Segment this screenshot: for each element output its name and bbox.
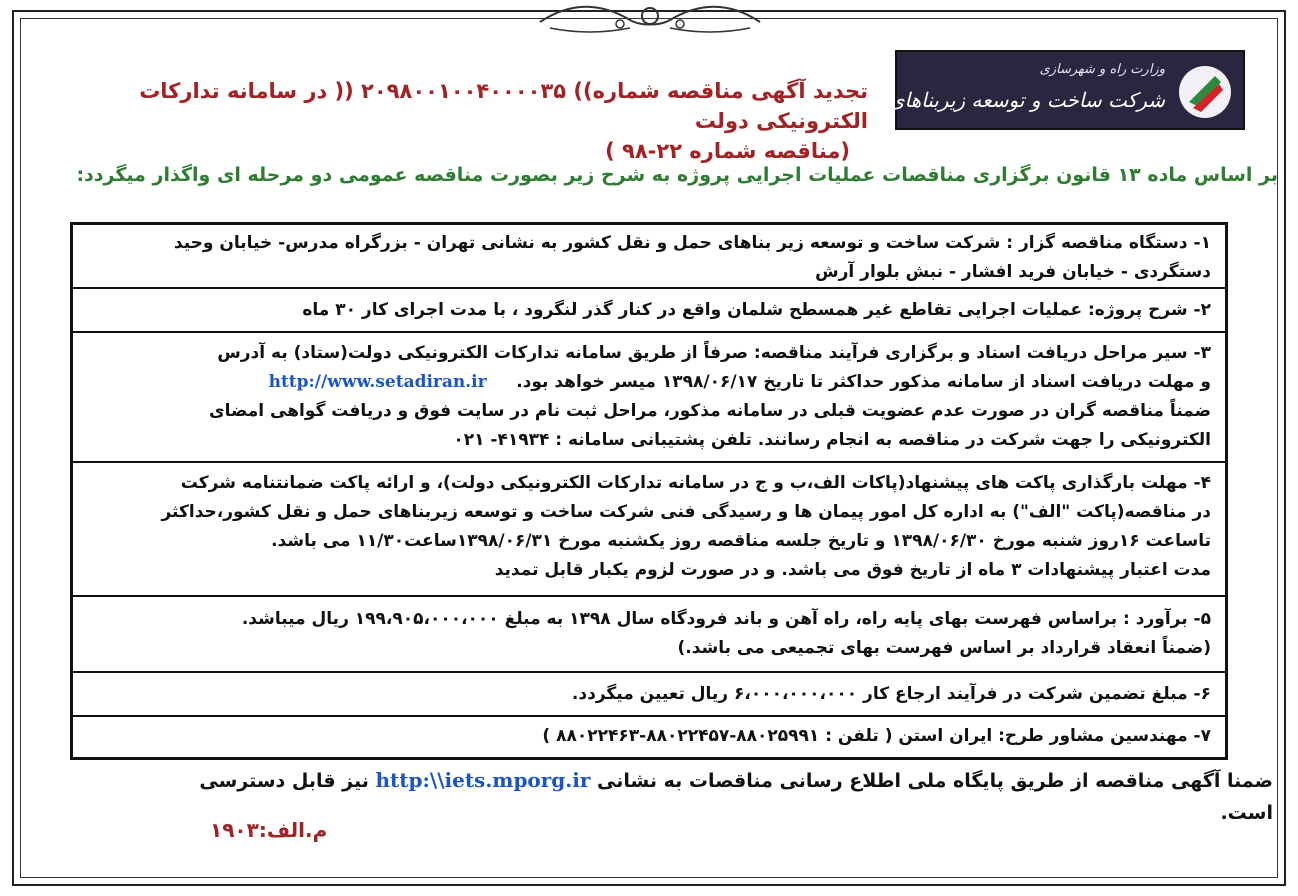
footer-text-before: ضمنا آگهی مناقصه از طریق پایگاه ملی اطلاع رسانی مناقصات به نشانی: [597, 770, 1273, 792]
intro-text: بر اساس ماده ۱۳ قانون برگزاری مناقصات عملیات اجرایی پروژه به شرح زیر بصورت مناقصه عمومی دو مرحله ای واگذار میگردد:: [76, 164, 1278, 186]
company-logo-icon: [1175, 62, 1235, 122]
footer-text-after: نیز قابل دسترسی: [199, 770, 369, 792]
item-3-line-2: [83, 368, 1211, 397]
ad-code: م.الف:۱۹۰۳: [210, 818, 328, 842]
item-1: [73, 225, 1225, 289]
item-3-line-3: ضمناً مناقصه گران در صورت عدم عضویت قبلی در سامانه مذکور، مراحل ثبت نام در سایت فوق و دریافت گواهی امضای: [209, 401, 1211, 421]
item-1-line-1: ۱- دستگاه مناقصه گزار : شرکت ساخت و توسعه زیر بناهای حمل و نقل کشور به نشانی تهران - بزرگراه مدرس- خیابان وحید: [173, 233, 1211, 253]
page-title: [68, 76, 868, 166]
item-3: [73, 333, 1225, 463]
footer-line-2: است.: [1220, 802, 1273, 824]
ministry-name: وزارت راه و شهرسازی: [1039, 62, 1165, 77]
item-4-line-4: مدت اعتبار پیشنهادات ۳ ماه از تاریخ فوق می باشد. و در صورت لزوم یکبار قابل تمدید: [494, 560, 1211, 580]
item-2-line-1: ۲- شرح پروژه: عملیات اجرایی تقاطع غیر همسطح شلمان واقع در کنار گذر لنگرود ، با مدت اجرای کار ۳۰ ماه: [302, 300, 1211, 320]
tender-details-box: [70, 222, 1228, 760]
item-6: [73, 673, 1225, 717]
item-7-line-1: ۷- مهندسین مشاور طرح: ایران استن ( تلفن : ۸۸۰۲۵۹۹۱-۸۸۰۲۲۴۵۷-۸۸۰۲۲۴۶۳ ): [542, 726, 1211, 746]
item-3-line-4: الکترونیکی را جهت شرکت در مناقصه به انجام رسانند. تلفن پشتیبانی سامانه : ۴۱۹۳۴- ۰۲۱: [453, 430, 1211, 450]
setadiran-link[interactable]: http://www.setadiran.ir: [268, 372, 487, 392]
item-7: [73, 717, 1225, 757]
title-line-1: تجدید آگهی مناقصه شماره)) ۲۰۹۸۰۰۱۰۰۴۰۰۰۰۳۵ (( در سامانه تدارکات الکترونیکی دولت: [139, 79, 868, 133]
item-5: [73, 597, 1225, 673]
footer-notice: [13, 764, 1273, 829]
title-line-2: (مناقصه شماره ۲۲-۹۸ ): [605, 139, 850, 163]
item-1-line-2: دستگردی - خیابان فرید افشار - نبش بلوار آرش: [815, 262, 1211, 282]
item-3-line-2-text: و مهلت دریافت اسناد از سامانه مذکور حداکثر تا تاریخ ۱۳۹۸/۰۶/۱۷ میسر خواهد بود.: [516, 372, 1211, 392]
ornament-decoration: [530, 2, 770, 36]
item-4-line-2: در مناقصه(پاکت "الف") به اداره کل امور پیمان ها و رسیدگی فنی شرکت ساخت و توسعه زیربناهای حمل و نقل کشور،حداکثر: [161, 502, 1211, 522]
item-4-line-1: ۴- مهلت بارگذاری پاکت های پیشنهاد(پاکات الف،ب و ج در سامانه تدارکات الکترونیکی دولت)، و ارائه پاکت ضمانتنامه شرکت: [180, 473, 1211, 493]
company-logo-banner: [736, 50, 1245, 130]
item-2: [73, 289, 1225, 333]
company-name: شرکت ساخت و توسعه زیربناهای حمل و نقل کشور: [736, 88, 1165, 112]
item-5-line-1: ۵- برآورد : براساس فهرست بهای پایه راه، راه آهن و باند فرودگاه سال ۱۳۹۸ به مبلغ ۱۹۹،۹۰۵،۰۰۰،۰۰۰ ریال میباشد.: [241, 609, 1211, 629]
item-3-line-1: ۳- سیر مراحل دریافت اسناد و برگزاری فرآیند مناقصه: صرفاً از طریق سامانه تدارکات الکترونیکی دولت(ستاد) به آدرس: [217, 343, 1211, 363]
item-4: [73, 463, 1225, 597]
item-6-line-1: ۶- مبلغ تضمین شرکت در فرآیند ارجاع کار ۶،۰۰۰،۰۰۰،۰۰۰ ریال تعیین میگردد.: [571, 684, 1211, 704]
item-4-line-3: تاساعت ۱۶روز شنبه مورخ ۱۳۹۸/۰۶/۳۰ و تاریخ جلسه مناقصه روز یکشنبه مورخ ۱۳۹۸/۰۶/۳۱ساعت۱۱/۳۰ می باشد.: [271, 531, 1211, 551]
iets-link[interactable]: http:\\iets.mporg.ir: [375, 768, 591, 792]
item-5-line-2: (ضمناً انعقاد قرارداد بر اساس فهرست بهای تجمیعی می باشد.): [677, 638, 1211, 658]
